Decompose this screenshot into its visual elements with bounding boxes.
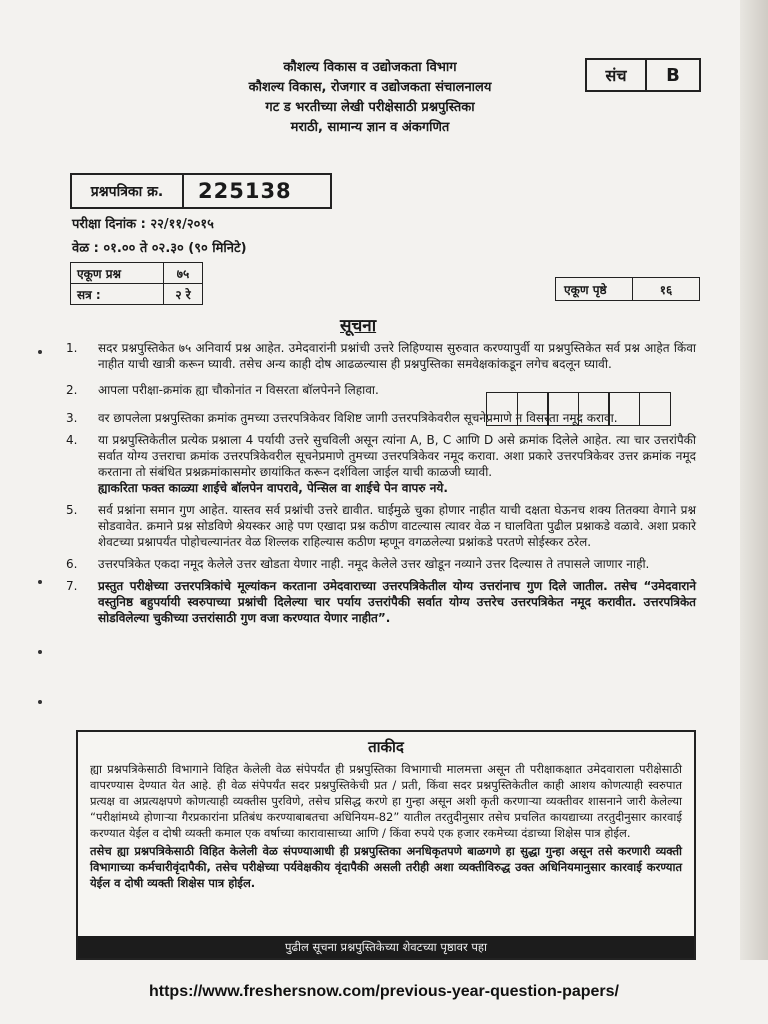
exam-time: वेळ : ०१.०० ते ०२.३० (९० मिनिटे) — [72, 241, 247, 256]
session-label: सत्र : — [71, 284, 164, 305]
exam-date: परीक्षा दिनांक : २२/११/२०१५ — [72, 217, 214, 232]
warning-title: ताकीद — [368, 738, 404, 756]
instruction-item — [66, 502, 696, 550]
total-questions-value: ७५ — [164, 263, 203, 284]
instruction-note: ह्याकरिता फक्त काळ्या शाईचे बॉलपेन वापरावे, पेन्सिल वा शाईचे पेन वापरु नये. — [98, 481, 448, 495]
booklet-subjects: मराठी, सामान्य ज्ञान व अंकगणित — [290, 120, 450, 135]
margin-dot — [38, 700, 42, 704]
question-paper-label: प्रश्नपत्रिका क्र. — [72, 175, 184, 207]
warning-body — [78, 757, 694, 891]
instruction-number: 4. — [66, 433, 78, 447]
instructions-list — [66, 340, 696, 632]
instruction-item — [66, 556, 696, 572]
roll-digit-box[interactable] — [486, 392, 518, 426]
margin-dot — [38, 650, 42, 654]
instruction-item — [66, 432, 696, 496]
instructions-title: सूचना — [340, 316, 377, 336]
set-value: B — [666, 64, 680, 86]
roll-digit-box[interactable] — [608, 392, 640, 426]
total-pages-value: १६ — [633, 278, 700, 301]
margin-dot — [38, 350, 42, 354]
total-questions-label: एकूण प्रश्न — [71, 263, 164, 284]
directorate-name: कौशल्य विकास, रोजगार व उद्योजकता संचालनालय — [248, 80, 492, 95]
paper-edge — [740, 0, 768, 960]
instruction-text: उत्तरपत्रिकेत एकदा नमूद केलेले उत्तर खोडता येणार नाही. नमूद केलेले उत्तर खोडून नव्याने उत्तर दिल्यास ते तपासले जाणार नाही. — [98, 557, 650, 571]
roll-digit-box[interactable] — [639, 392, 671, 426]
roll-digit-box[interactable] — [547, 392, 579, 426]
question-paper-number: 225138 — [198, 179, 292, 203]
instruction-item — [66, 578, 696, 626]
instruction-number: 2. — [66, 383, 78, 397]
instruction-number: 3. — [66, 411, 78, 425]
total-pages-label: एकूण पृष्ठे — [556, 278, 633, 301]
instruction-number: 5. — [66, 503, 78, 517]
instruction-text: वर छापलेला प्रश्नपुस्तिका क्रमांक तुमच्या उत्तरपत्रिकेवर विशिष्ट जागी उत्तरपत्रिकेवरील सूचनेप्रमाणे न विसरता नमूद करावा. — [98, 411, 618, 425]
margin-dot — [38, 580, 42, 584]
roll-digit-box[interactable] — [578, 392, 610, 426]
instruction-text: सदर प्रश्नपुस्तिकेत ७५ अनिवार्य प्रश्न आहेत. उमेदवारांनी प्रश्नांची उत्तरे लिहिण्यास सुरुवात करण्यापुर्वी या प्रश्नपुस्तिकेत सर्व प्रश्न आहेत किंवा नाहीत याची खात्री करून घ्यावी. तसेच अन्य काही दोष आढळल्यास ही प्रश्नपुस्तिका समवेक्षकांकडून लगेच बदलून घ्यावी. — [98, 341, 696, 371]
question-summary-table — [70, 262, 203, 305]
set-box — [585, 58, 701, 92]
set-label: संच — [587, 60, 647, 90]
instruction-number: 6. — [66, 557, 78, 571]
instruction-item — [66, 382, 486, 398]
roll-number-boxes[interactable] — [486, 392, 669, 426]
booklet-purpose: गट ड भरतीच्या लेखी परीक्षेसाठी प्रश्नपुस्तिका — [265, 100, 475, 115]
instruction-text: आपला परीक्षा-क्रमांक ह्या चौकोनांत न विसरता बॉलपेनने लिहावा. — [98, 383, 379, 397]
warning-footer: पुढील सूचना प्रश्नपुस्तिकेच्या शेवटच्या पृष्ठावर पहा — [78, 936, 694, 958]
page-count-table — [555, 277, 700, 301]
instruction-number: 1. — [66, 341, 78, 355]
instruction-text: प्रस्तुत परीक्षेच्या उत्तरपत्रिकांचे मूल्यांकन करताना उमेदवाराच्या उत्तरपत्रिकेतील योग्य उत्तरांनाच गुण दिले जातील. तसेच “उमेदवाराने वस्तुनिष्ठ बहुपर्यायी स्वरुपाच्या प्रश्नांची दिलेल्या चार पर्याय उत्तरांपैकी सर्वात योग्य उत्तरेच उत्तरपत्रिकेत नमूद करावीत. उत्तरपत्रिकेत सोडविलेल्या चुकीच्या उत्तरांसाठी गुण वजा करण्यात येणार नाहीत”. — [98, 579, 696, 625]
booklet-header — [170, 58, 570, 138]
warning-paragraph: ह्या प्रश्नपत्रिकेसाठी विभागाने विहित केलेली वेळ संपेपर्यंत ही प्रश्नपुस्तिका विभागाची मालमत्ता असून ती परीक्षाकक्षात उमेदवाराला परीक्षेसाठी वापरण्यास देण्यात येत आहे. ही वेळ संपेपर्यंत सदर प्रश्नपुस्तिकेची प्रत / प्रती, किंवा सदर प्रश्नपुस्तिकेतील काही आशय कोणत्याही स्वरुपात प्रत्यक्ष वा अप्रत्यक्षपणे कोणत्याही व्यक्तीस पुरविणे, तसेच प्रसिद्ध करणे हा गुन्हा असून अशी कृती करणाऱ्या व्यक्तीवर शासनाने जारी केलेल्या “परीक्षांमध्ये होणाऱ्या गैरप्रकारांना प्रतिबंध करण्याबाबतचा अधिनियम-82” यातील तरतुदीनुसार तसेच प्रचलित कायद्याच्या तरतुदीनुसार कारवाई करण्यात येईल व दोषी व्यक्ती कमाल एक वर्षाच्या कारावासाच्या आणि / किंवा रुपये एक हजार रकमेच्या दंडाच्या शिक्षेस पात्र होईल. — [90, 762, 682, 840]
roll-digit-box[interactable] — [517, 392, 549, 426]
warning-box — [76, 730, 696, 960]
instruction-item — [66, 340, 696, 372]
warning-paragraph: तसेच ह्या प्रश्नपत्रिकेसाठी विहित केलेली वेळ संपण्याआधी ही प्रश्नपुस्तिका अनधिकृतपणे बाळगणे हा सुद्धा गुन्हा असून तसे करणारी व्यक्ती विभागाच्या कर्मचारीवृंदापैकी, तसेच परीक्षेच्या पर्यवेक्षकीय वृंदापैकी असली तरीही अशा व्यक्तीविरुद्ध उक्त अधिनियमानुसार कारवाई करण्यात येईल व दोषी व्यक्ती शिक्षेस पात्र होईल. — [90, 844, 682, 890]
department-name: कौशल्य विकास व उद्योजकता विभाग — [283, 60, 457, 75]
source-url[interactable]: https://www.freshersnow.com/previous-year-question-papers/ — [148, 983, 619, 1000]
instruction-text: या प्रश्नपुस्तिकेतील प्रत्येक प्रश्नाला 4 पर्यायी उत्तरे सुचविली असून त्यांना A, B, C आणि D असे क्रमांक दिलेले आहेत. त्या चार उत्तरांपैकी सर्वात योग्य उत्तराचा क्रमांक उत्तरपत्रिकेवरील सूचनेप्रमाणे तुमच्या उत्तरपत्रिकेवर नमूद करावा. अशा प्रकारे उत्तरपत्रिकेवर उत्तर क्रमांक नमूद करताना तो संबंधित प्रश्नक्रमांकासमोर छायांकित करून दर्शविला जाईल याची काळजी घ्यावी. — [98, 433, 696, 479]
instruction-text: सर्व प्रश्नांना समान गुण आहेत. यास्तव सर्व प्रश्नांची उत्तरे द्यावीत. घाईमुळे चुका होणार नाहीत याची दक्षता घेऊनच शक्य तितक्या वेगाने प्रश्न सोडवावेत. क्रमाने प्रश्न सोडविणे श्रेयस्कर आहे पण एखादा प्रश्न कठीण वाटल्यास त्यावर वेळ न घालविता पुढील प्रश्नाकडे वळावे. अशा प्रकारे शेवटच्या प्रश्नापर्यंत पोहोचल्यानंतर वेळ शिल्लक राहिल्यास कठीण म्हणून वगळलेल्या प्रश्नांकडे परतणे सोईस्कर ठरेल. — [98, 503, 696, 549]
session-value: २ रे — [164, 284, 203, 305]
instruction-number: 7. — [66, 579, 78, 593]
question-paper-number-box — [70, 173, 332, 209]
